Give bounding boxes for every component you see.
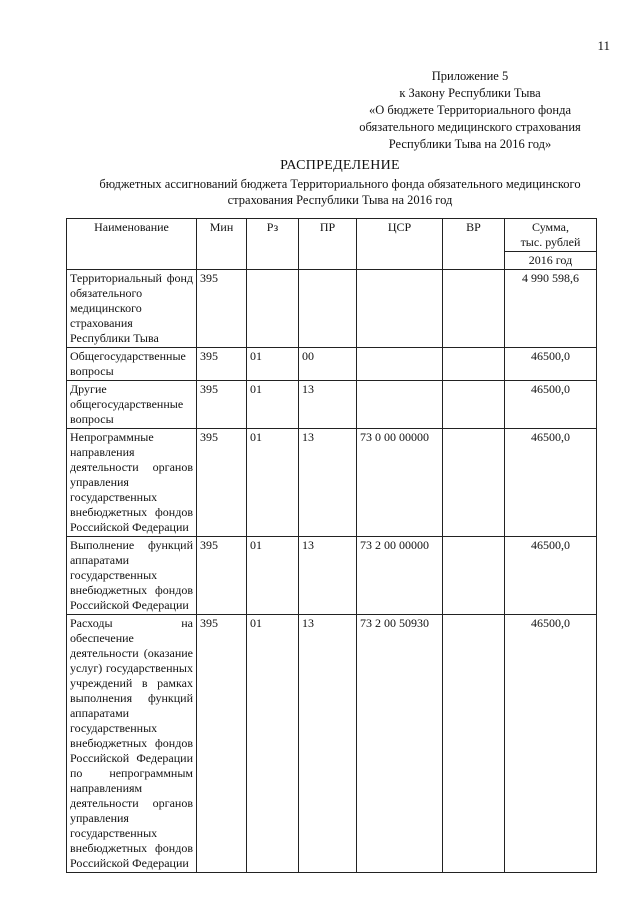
cell-csr: 73 2 00 00000 [357, 537, 443, 615]
cell-name: Общегосударственные вопросы [67, 348, 197, 381]
header-sum-line: Сумма, [532, 220, 569, 234]
cell-sum: 46500,0 [505, 537, 597, 615]
appendix-header [330, 68, 610, 153]
header-sum [505, 219, 597, 252]
header-name: Наименование [67, 219, 197, 270]
appendix-line: Республики Тыва на 2016 год» [388, 137, 552, 151]
document-title: РАСПРЕДЕЛЕНИЕ [280, 158, 400, 173]
cell-pr [299, 270, 357, 348]
table-row [67, 615, 597, 873]
cell-min: 395 [197, 615, 247, 873]
header-year: 2016 год [505, 252, 597, 270]
cell-min: 395 [197, 537, 247, 615]
cell-vr [443, 348, 505, 381]
cell-name: Выполнение функций аппаратами государственных внебюджетных фондов Российской Федерации [67, 537, 197, 615]
appendix-line: обязательного медицинского страхования [359, 120, 581, 134]
cell-min: 395 [197, 381, 247, 429]
cell-sum: 4 990 598,6 [505, 270, 597, 348]
cell-sum: 46500,0 [505, 615, 597, 873]
cell-csr [357, 270, 443, 348]
subtitle-line: бюджетных ассигнований бюджета Территориального фонда обязательного медицинского [99, 177, 581, 191]
cell-rz: 01 [247, 381, 299, 429]
table-row [67, 348, 597, 381]
cell-vr [443, 270, 505, 348]
budget-allocation-table [66, 218, 597, 873]
header-pr: ПР [299, 219, 357, 270]
table-row [67, 270, 597, 348]
appendix-line: «О бюджете Территориального фонда [368, 103, 572, 117]
appendix-line: Приложение 5 [431, 69, 509, 83]
cell-rz: 01 [247, 537, 299, 615]
cell-vr [443, 537, 505, 615]
cell-min: 395 [197, 270, 247, 348]
cell-pr: 00 [299, 348, 357, 381]
cell-rz: 01 [247, 348, 299, 381]
cell-name: Расходы на обеспечение деятельности (оказание услуг) государственных учреждений в рамках выполнения функций аппаратами государственных внебюджетных фондов Российской Федерации по непрограммным направлениям деятельности органов управления государственных внебюджетных фондов Российской Федерации [67, 615, 197, 873]
header-rz: Рз [247, 219, 299, 270]
cell-pr: 13 [299, 615, 357, 873]
cell-name: Другие общегосударственные вопросы [67, 381, 197, 429]
appendix-line: к Закону Республики Тыва [399, 86, 541, 100]
cell-name: Территориальный фонд обязательного медицинского страхования Республики Тыва [67, 270, 197, 348]
cell-csr: 73 0 00 00000 [357, 429, 443, 537]
cell-rz: 01 [247, 615, 299, 873]
header-sum-line: тыс. рублей [520, 235, 581, 249]
cell-vr [443, 381, 505, 429]
cell-pr: 13 [299, 537, 357, 615]
cell-csr [357, 348, 443, 381]
cell-rz: 01 [247, 429, 299, 537]
table-row [67, 381, 597, 429]
table-header-row [67, 219, 597, 252]
cell-pr: 13 [299, 381, 357, 429]
cell-min: 395 [197, 348, 247, 381]
cell-sum: 46500,0 [505, 381, 597, 429]
cell-csr: 73 2 00 50930 [357, 615, 443, 873]
cell-min: 395 [197, 429, 247, 537]
document-subtitle [40, 176, 640, 208]
table-row [67, 429, 597, 537]
cell-vr [443, 429, 505, 537]
cell-pr: 13 [299, 429, 357, 537]
cell-sum: 46500,0 [505, 348, 597, 381]
subtitle-line: страхования Республики Тыва на 2016 год [227, 193, 453, 207]
table-row [67, 537, 597, 615]
header-vr: ВР [443, 219, 505, 270]
header-min: Мин [197, 219, 247, 270]
cell-csr [357, 381, 443, 429]
header-csr: ЦСР [357, 219, 443, 270]
cell-vr [443, 615, 505, 873]
cell-rz [247, 270, 299, 348]
cell-name: Непрограммные направления деятельности органов управления государственных внебюджетных фондов Российской Федерации [67, 429, 197, 537]
cell-sum: 46500,0 [505, 429, 597, 537]
page-number: 11 [597, 38, 610, 53]
